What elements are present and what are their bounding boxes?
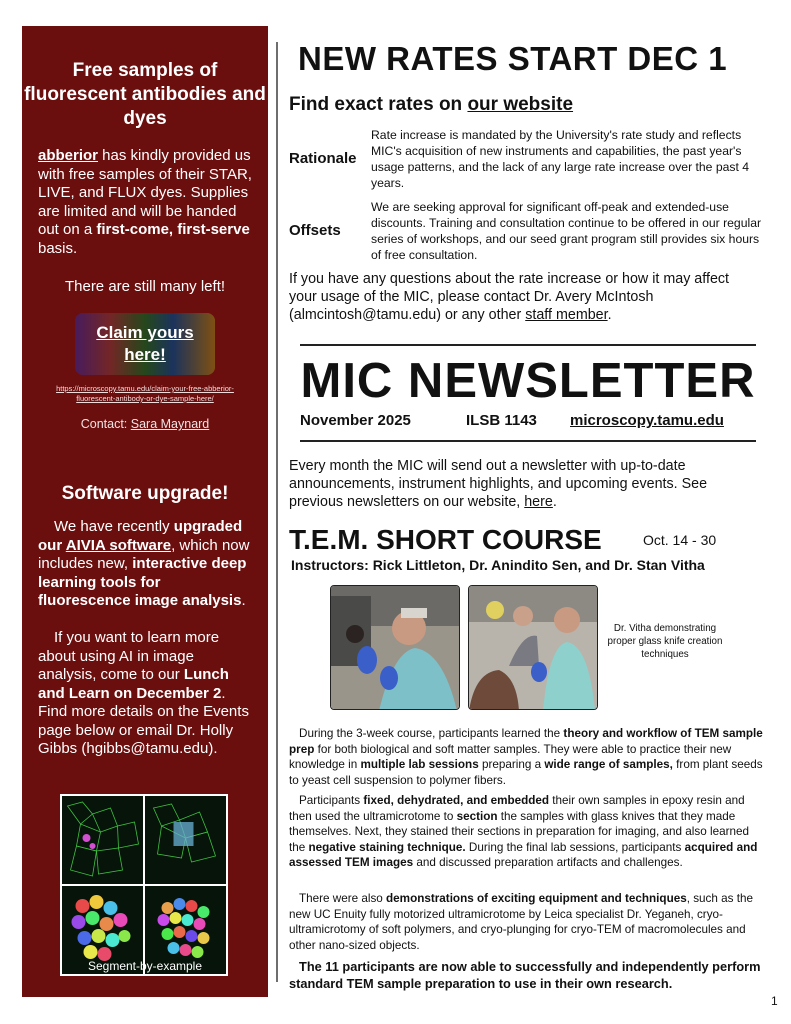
rationale-label: Rationale xyxy=(289,150,357,167)
segmentation-caption: Segment-by-example xyxy=(87,959,203,973)
rates-subhead-text: Find exact rates on xyxy=(289,94,468,115)
software-p2-b: Lunch and Learn on December 2 xyxy=(38,666,229,702)
newsletter-rule-bottom xyxy=(300,440,756,442)
course-dates: Oct. 14 - 30 xyxy=(643,532,717,548)
course-p1-g: from plant seeds to yeast cell suspension to polymer fibers. xyxy=(289,758,763,787)
rationale-text: Rate increase is mandated by the University's rate study and reflects MIC's acquisition of new instruments and capabilities, the past year's usage patterns, and the lack of any large rate increase over the past 4 years. xyxy=(371,128,750,190)
promo-text-2: basis. xyxy=(38,239,78,257)
staff-member-link[interactable]: staff member xyxy=(525,307,608,323)
course-p1-c: for both biological and soft matter samples. They were able to practice their new knowledge in xyxy=(289,742,732,772)
software-p1-c: , which now includes new, xyxy=(38,536,250,572)
offsets-label: Offsets xyxy=(289,222,341,239)
course-photo-1 xyxy=(330,585,460,710)
rates-subhead xyxy=(289,94,573,116)
newsletter-title: MIC NEWSLETTER xyxy=(300,354,756,408)
software-p1-b: upgraded our xyxy=(38,518,243,554)
software-p2-a: If you want to learn more about using AI in image analysis, come to our xyxy=(38,629,220,683)
software-p1-e: . xyxy=(241,592,246,609)
rates-headline: NEW RATES START DEC 1 xyxy=(298,40,728,77)
contact-name-link[interactable]: Sara Maynard xyxy=(130,417,210,431)
course-p2-e: the samples with glass knives that they made themselves. Next, they stained their sections in preparation for imaging, and also learned the xyxy=(289,809,749,854)
course-p1-a: During the 3-week course, participants learned the xyxy=(299,727,564,740)
promo-text xyxy=(38,147,256,258)
course-final-statement: The 11 participants are now able to successfully and independently perform standard TEM sample preparation to use in their own research. xyxy=(289,959,761,991)
course-p3-a: There were also xyxy=(299,892,387,905)
course-p2-f: negative staining technique. xyxy=(308,840,466,854)
promo-text-bold: first-come, first-serve xyxy=(96,221,250,238)
claim-url-link[interactable]: https://microscopy.tamu.edu/claim-your-free-abberior-fluorescent-antibody-or-dye-sample-here/ xyxy=(56,384,234,403)
newsletter-website-link[interactable]: microscopy.tamu.edu xyxy=(570,412,724,429)
newsletter-intro-end: . xyxy=(552,494,557,510)
course-p2-h: acquired and assessed TEM images xyxy=(289,840,758,870)
sidebar xyxy=(22,26,268,997)
column-divider xyxy=(276,42,278,982)
course-p2-b: fixed, dehydrated, and embedded xyxy=(363,794,550,807)
course-p1-e: preparing a xyxy=(478,758,545,772)
segmentation-panel-1 xyxy=(62,796,143,884)
course-p2-i: and discussed preparation artifacts and challenges. xyxy=(413,856,683,870)
promo-title-bold: Free xyxy=(72,60,113,81)
newsletter-date: November 2025 xyxy=(300,412,411,429)
newsletter-intro-text: Every month the MIC will send out a newsletter with up-to-date announcements, instrument highlights, and upcoming events. See previous newsletters on our website, xyxy=(289,458,708,510)
course-title: T.E.M. SHORT COURSE xyxy=(289,524,602,555)
course-instructors xyxy=(291,557,705,573)
course-para-3 xyxy=(289,891,767,953)
course-p3-c: , such as the new UC Enuity fully motorized ultramicrotome by Leica specialist Dr. Yeganeh, cryo-ultramicrotomy of soft polymers, and cryo-plunging for cryo-TEM of macromolecules and other nano-sized objects. xyxy=(289,892,753,952)
segmentation-image xyxy=(60,794,228,976)
still-left-text: There are still many left! xyxy=(64,278,226,295)
course-p1-f: wide range of samples, xyxy=(544,758,673,772)
rates-questions-text: If you have any questions about the rate increase or how it may affect your usage of the MIC, please contact Dr. Avery McIntosh (almcintosh@tamu.edu) or any other xyxy=(289,271,730,323)
software-p2-c: . Find more details on the Events page below or email Dr. Holly Gibbs (hgibbs@tamu.edu). xyxy=(38,684,249,757)
rates-questions xyxy=(289,270,759,324)
newsletter-intro xyxy=(289,457,759,511)
course-para-1 xyxy=(289,726,767,788)
instructors-label: Instructors: xyxy=(291,557,373,573)
course-photo-2 xyxy=(468,585,598,710)
instructors-names: Rick Littleton, Dr. Anindito Sen, and Dr. Stan Vitha xyxy=(372,557,705,573)
newsletter-rule-top xyxy=(300,344,756,346)
claim-button[interactable] xyxy=(75,313,215,375)
promo-title xyxy=(22,59,268,131)
contact-line xyxy=(22,417,268,431)
promo-text-1: has kindly provided us with free samples of their STAR, LIVE, and FLUX dyes. Supplies are limited and will be handed out on a xyxy=(38,147,252,238)
software-para-2 xyxy=(38,629,256,759)
segmentation-panel-2 xyxy=(145,796,226,884)
claim-button-label: Claim yours here! xyxy=(96,323,194,364)
software-p1-d: interactive deep learning tools for fluorescence image analysis xyxy=(38,555,247,609)
photo-caption: Dr. Vitha demonstrating proper glass knife creation techniques xyxy=(607,623,723,660)
course-p3-b: demonstrations of exciting equipment and techniques xyxy=(386,892,687,905)
promo-title-rest: samples of fluorescent antibodies and dyes xyxy=(24,60,266,129)
abberior-link[interactable]: abberior xyxy=(38,147,99,164)
previous-newsletters-link[interactable]: here xyxy=(524,494,553,510)
contact-label: Contact: xyxy=(80,417,131,431)
newsletter-room: ILSB 1143 xyxy=(466,412,537,429)
software-p1-a: We have recently xyxy=(54,518,174,535)
course-p2-c: their own samples in epoxy resin and then used the ultramicrotome to xyxy=(289,794,745,823)
course-p1-b: theory and workflow of TEM sample prep xyxy=(289,727,763,756)
aivia-software-link[interactable]: AIVIA software xyxy=(65,536,172,554)
offsets-text: We are seeking approval for significant off-peak and extended-use discounts. Training and consultation continue to be offered in our regular series of workshops, and our seed grant program still provides six hours of free consultation. xyxy=(371,200,762,262)
page-number: 1 xyxy=(771,994,778,1008)
rates-questions-end: . xyxy=(607,307,612,323)
software-title: Software upgrade! xyxy=(61,483,229,504)
course-p1-d: multiple lab sessions xyxy=(360,758,479,772)
course-para-2 xyxy=(289,793,767,871)
rates-website-link[interactable]: our website xyxy=(467,94,574,115)
software-para-1 xyxy=(38,518,256,611)
course-p2-g: During the final lab sessions, participants xyxy=(465,840,685,854)
course-p2-d: section xyxy=(456,809,498,823)
course-p2-a: Participants xyxy=(299,794,364,807)
